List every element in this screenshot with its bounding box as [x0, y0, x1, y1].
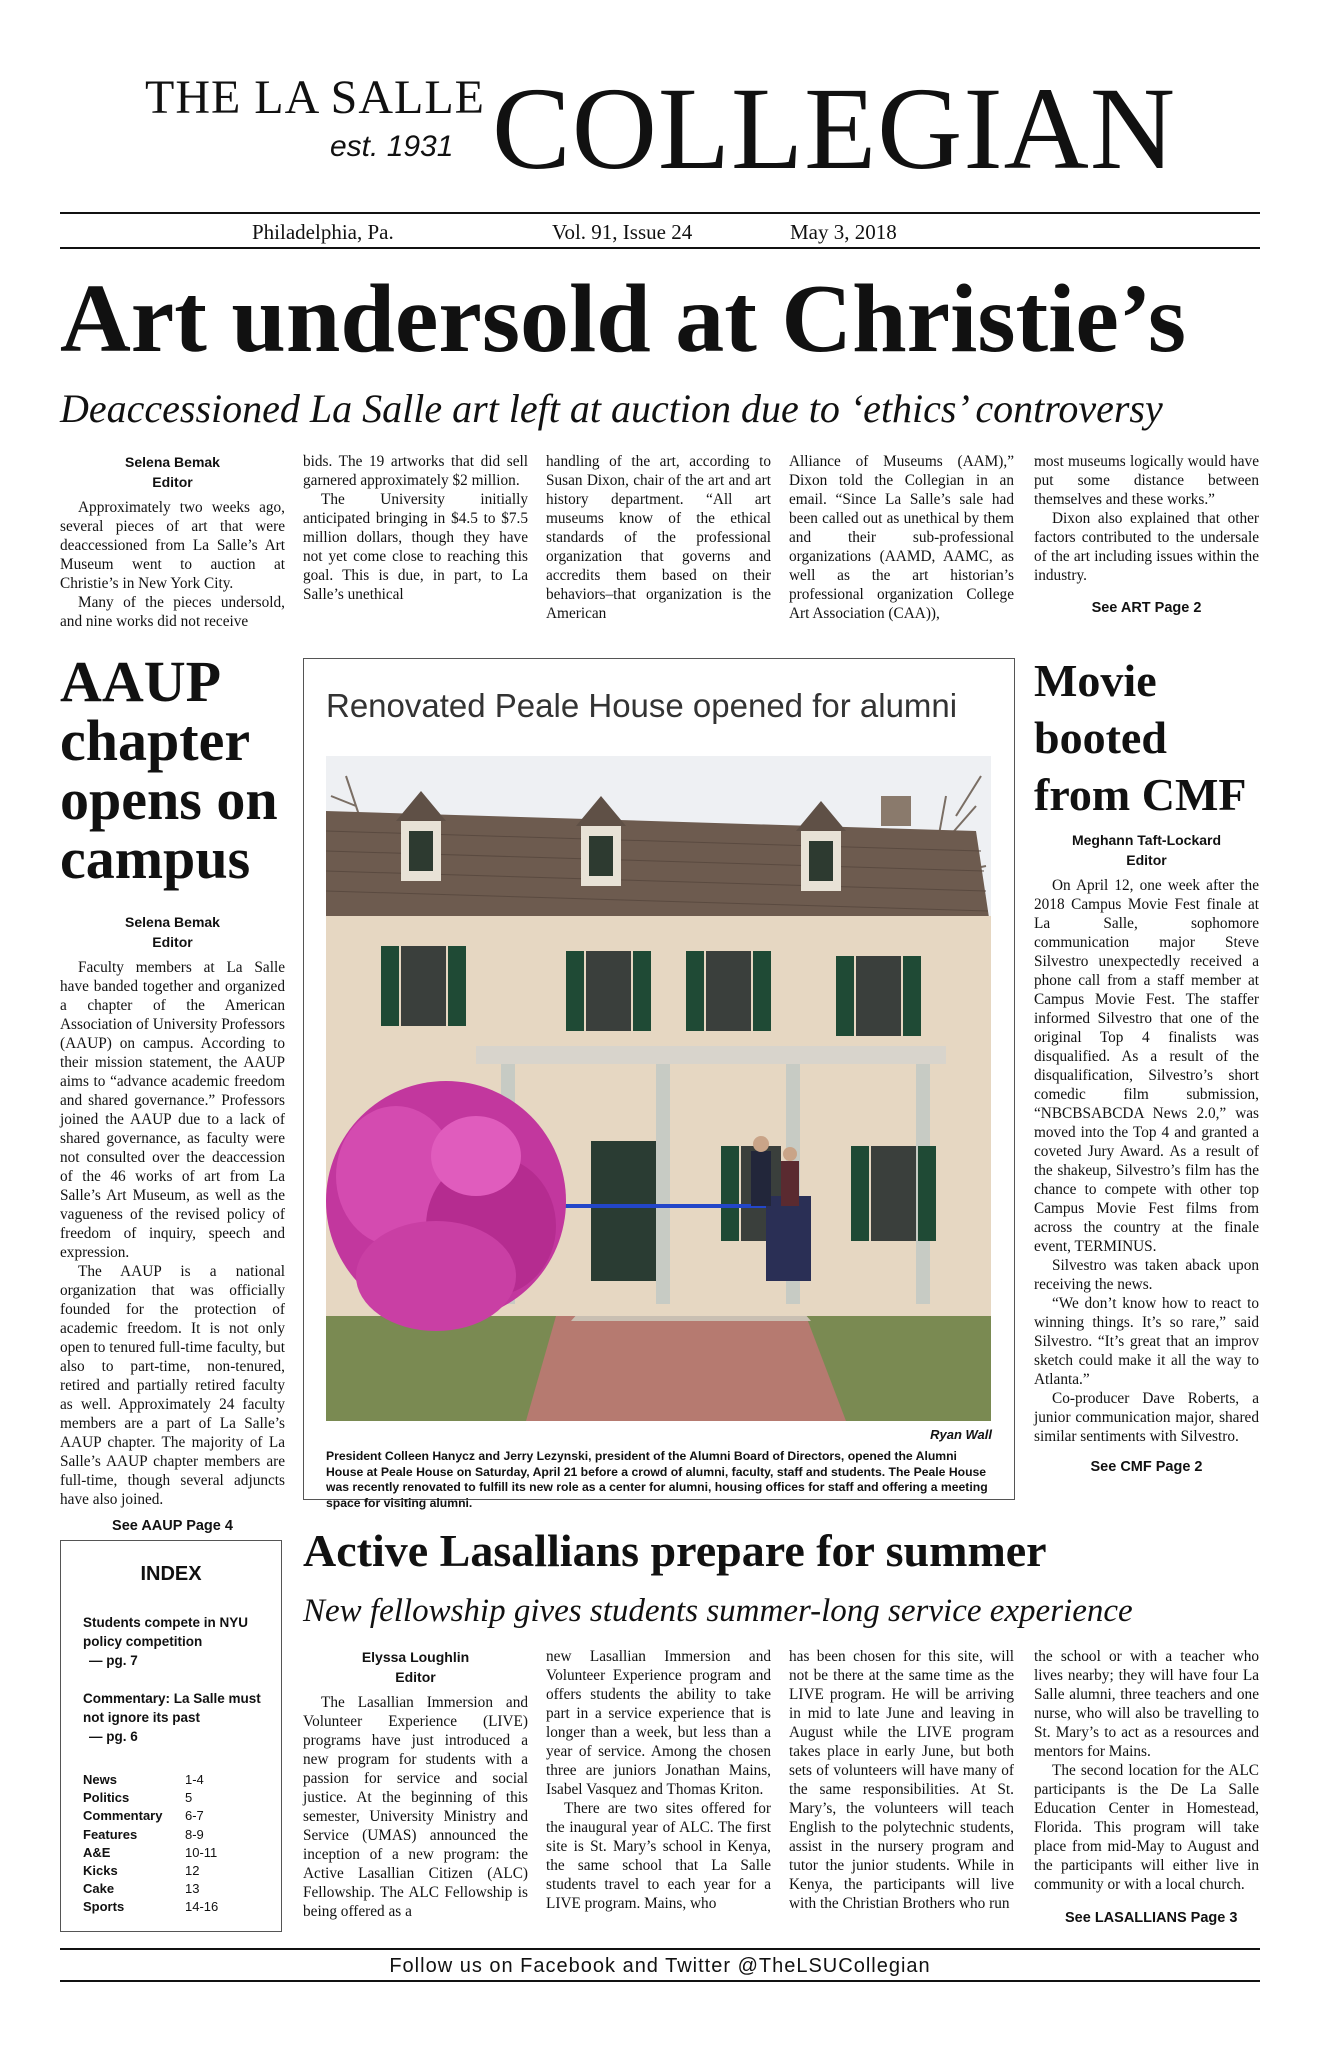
movie-paragraph-3: “We don’t know how to react to winning things. It’s so rare,” said Silvestro. “It’s great that an improv sketch could make it all the way to Atlanta.” [1034, 1295, 1259, 1388]
lead-byline-title: Editor [152, 474, 193, 490]
dateline-place: Philadelphia, Pa. [252, 220, 394, 244]
lasallians-column-1 [303, 1647, 528, 1921]
lead-byline [60, 452, 285, 492]
index-teaser-1[interactable] [83, 1613, 268, 1670]
lasallians-byline-title: Editor [395, 1669, 436, 1685]
index-teaser-2[interactable] [83, 1689, 268, 1746]
footer-rule-top [60, 1948, 1260, 1950]
masthead-rule-top [60, 212, 1260, 214]
lasallians-deck: New fellowship gives students summer-long service experience [303, 1593, 1133, 1629]
photo-speaker-2 [781, 1161, 799, 1206]
index-section-name: Kicks [83, 1863, 118, 1879]
aaup-paragraph-1: Faculty members at La Salle have banded together and organized a chapter of the American Association of University Professors (AAUP) on campus. According to their mission statement, the AAUP aims to “advance academic freedom and shared governance.” Professors joined the AAUP due to a lack of shared governance, as faculty were not consulted over the deaccession of the 46 works of art from La Salle’s Art Museum, as well as the vagueness of the revised policy of freedom of inquiry, speech and expression. [60, 959, 285, 1261]
lead-col2-paragraph-2: The University initially anticipated bringing in $4.5 to $7.5 million dollars, though they have not yet come close to reaching this goal. This is due, in part, to La Salle’s unethical [303, 491, 528, 603]
photo-upper-windows [381, 946, 921, 1036]
index-section-list [83, 1771, 268, 1917]
lead-column-3 [546, 452, 771, 623]
index-section-pages: 6-7 [185, 1808, 204, 1824]
lasallians-col4-paragraph-1: the school or with a teacher who lives nearby; they will have four La Salle alumni, three teachers and one nurse, who will also be travelling to St. Mary’s to act as a resources and mentors for Mains. [1034, 1648, 1259, 1760]
index-section-pages: 1-4 [185, 1772, 204, 1787]
lead-col5-paragraph-2: Dixon also explained that other factors contributed to the undersale of the art including issues within the industry. [1034, 510, 1259, 584]
aaup-jump-link[interactable]: See AAUP Page 4 [112, 1518, 233, 1534]
aaup-paragraph-2: The AAUP is a national organization that was officially founded for the protection of academic freedom. It is not only open to tenured full-time faculty, but also to part-time, non-tenured, retired and partially retired faculty as well. Approximately 24 faculty members are a part of La Salle’s AAUP chapter. The majority of La Salle’s AAUP chapter members are full-time, though several adjuncts have also joined. [60, 1263, 285, 1508]
aaup-headline-line-1: AAUP [60, 649, 222, 714]
lead-col5-paragraph-1: most museums logically would have put some distance between themselves and these works.” [1034, 453, 1259, 508]
index-teaser-2-page: — pg. 6 [89, 1729, 138, 1744]
aaup-headline-line-3: opens on [60, 767, 278, 832]
movie-body [1034, 830, 1259, 1477]
lasallians-column-4 [1034, 1647, 1259, 1894]
photo-speaker-2-head [783, 1147, 797, 1161]
lasallians-column-2 [546, 1647, 771, 1913]
aaup-headline [60, 649, 278, 891]
aaup-headline-line-4: campus [60, 826, 251, 891]
index-section-pages: 8-9 [185, 1826, 204, 1842]
index-section-name: Politics [83, 1790, 130, 1806]
movie-headline-line-3: from CMF [1034, 769, 1247, 820]
photo-box [303, 658, 1015, 1510]
lasallians-column-3 [789, 1647, 1014, 1913]
movie-headline-line-1: Movie [1034, 655, 1157, 706]
index-section-name: Features [83, 1826, 138, 1842]
index-section-row[interactable] [83, 1898, 268, 1916]
aaup-headline-line-2: chapter [60, 708, 251, 773]
aaup-byline-name: Selena Bemak [125, 914, 220, 930]
movie-paragraph-4: Co-producer Dave Roberts, a junior communication major, shared similar sentiments with Silvestro. [1034, 1390, 1259, 1445]
index-section-row[interactable] [83, 1807, 268, 1825]
photo-speaker-1 [751, 1151, 771, 1206]
dateline-volume: Vol. 91, Issue 24 [552, 220, 693, 244]
lasallians-byline-name: Elyssa Loughlin [361, 1649, 470, 1665]
photo-caption: President Colleen Hanycz and Jerry Lezynski, president of the Alumni Board of Directors, opened the Alumni House at Peale House on Saturday, April 21 before a crowd of alumni, faculty, staff and students. The Peale House was recently renovated to fulfill its new role as a center for alumni, housing offices for staff and offering a meeting space for visiting alumni. [326, 1449, 988, 1510]
index-section-row[interactable] [83, 1862, 268, 1880]
lead-col2-paragraph-1: bids. The 19 artworks that did sell garnered approximately $2 million. [303, 453, 528, 489]
photo-walkway [526, 1316, 846, 1421]
lead-col4-paragraph: Alliance of Museums (AAM),” Dixon told the Collegian in an email. “Since La Salle’s sale had been called out as unethical by them and their sub-professional organizations (AAMD, AAMC, as well as the art historian’s professional organization College Art Association (CAA)), [789, 453, 1014, 622]
photo-title: Renovated Peale House opened for alumni [326, 687, 958, 724]
index-section-row[interactable] [83, 1826, 268, 1844]
photo-front-door [591, 1141, 656, 1281]
index-teaser-1-text: Students compete in NYU policy competition [83, 1615, 249, 1649]
photo-credit: Ryan Wall [930, 1427, 992, 1442]
index-section-pages: 14-16 [185, 1899, 219, 1915]
peale-house-photo [326, 756, 991, 1421]
footer-social-text[interactable]: Follow us on Facebook and Twitter @TheLSUCollegian [389, 1955, 931, 1977]
masthead-line1: THE LA SALLE [145, 71, 485, 124]
lead-column-2 [303, 452, 528, 604]
photo-podium [766, 1196, 811, 1281]
lead-col1-paragraph-2: Many of the pieces undersold, and nine works did not receive [60, 594, 285, 630]
index-section-name: Cake [83, 1881, 115, 1897]
movie-jump-link[interactable]: See CMF Page 2 [1090, 1459, 1203, 1475]
movie-headline [1034, 652, 1246, 823]
aaup-byline [60, 912, 285, 952]
lead-headline: Art undersold at Christie’s [60, 265, 1187, 373]
movie-byline [1034, 830, 1259, 870]
index-teaser-2-text: Commentary: La Salle must not ignore its past [83, 1691, 261, 1725]
movie-paragraph-1: On April 12, one week after the 2018 Campus Movie Fest finale at La Salle, sophomore communication major Steve Silvestro unexpectedly received a phone call from a staff member at Campus Movie Fest. The staffer informed Silvestro that one of the original Top 4 finalists was disqualified. As a result of the disqualification, Silvestro’s short comedic film submission, “NBCBSABCDA News 2.0,” was moved into the Top 4 and granted a coveted Jury Award. As a result of the shakeup, Silvestro’s film has the chance to compete with other top Campus Movie Fest films from across the country at the finale event, TERMINUS. [1034, 877, 1259, 1255]
index-teaser-1-page: — pg. 7 [89, 1653, 138, 1668]
index-section-pages: 5 [185, 1790, 193, 1806]
index-box [60, 1540, 282, 1932]
index-section-pages: 10-11 [185, 1844, 218, 1860]
dateline-date: May 3, 2018 [790, 220, 897, 244]
lead-byline-name: Selena Bemak [125, 454, 220, 470]
index-section-row[interactable] [83, 1771, 268, 1789]
index-section-row[interactable] [83, 1880, 268, 1898]
index-section-name: Sports [83, 1899, 125, 1915]
photo-speaker-1-head [753, 1136, 769, 1152]
aaup-body [60, 912, 285, 1536]
lasallians-col4-paragraph-2: The second location for the ALC participants is the De La Salle Education Center in Homestead, Florida. This program will take place from mid-May to August and the participants will either live in community or with a local church. [1034, 1762, 1259, 1893]
photo-chimney [881, 796, 911, 826]
footer-rule-bottom [60, 1980, 1260, 1982]
lasallians-col1-paragraph: The Lasallian Immersion and Volunteer Experience (LIVE) programs have just introduced a new program for students with a passion for service and social justice. At the beginning of this semester, University Ministry and Service (UMAS) announced the inception of a new program: the Active Lasallian Citizen (ALC) Fellowship. The ALC Fellowship is being offered as a [303, 1694, 528, 1920]
index-section-pages: 13 [185, 1881, 200, 1897]
masthead-title: COLLEGIAN [492, 63, 1177, 194]
index-title: INDEX [140, 1563, 202, 1585]
lasallians-col3-paragraph: has been chosen for this site, will not be there at the same time as the LIVE program. He will be arriving in mid to late June and leaving in August while the LIVE program takes place in early June, but both sets of volunteers will have many of the same responsibilities. At St. Mary’s, the volunteers will teach English to the polytechnic students, assist in the nursery program and tutor the junior students. While in Kenya, the participants will live with the Christian Brothers who run [789, 1648, 1014, 1912]
movie-byline-title: Editor [1126, 852, 1167, 868]
lasallians-byline [303, 1647, 528, 1687]
index-section-name: News [83, 1772, 117, 1787]
lasallians-col2-paragraph-2: There are two sites offered for the inaugural year of ALC. The first site is St. Mary’s school in Kenya, the same school that La Salle students travel to each year for a LIVE program. Mains, who [546, 1800, 771, 1912]
masthead-rule-bottom [60, 247, 1260, 249]
lead-column-1 [60, 452, 285, 631]
masthead-established: est. 1931 [330, 130, 454, 163]
lead-column-4 [789, 452, 1014, 623]
lead-column-5 [1034, 452, 1259, 618]
lead-col1-paragraph-1: Approximately two weeks ago, several pieces of art that were deaccessioned from La Salle’s Art Museum went to auction at Christie’s in New York City. [60, 499, 285, 592]
lead-col3-paragraph: handling of the art, according to Susan Dixon, chair of the art and art history department. “All art museums know of the ethical standards of the professional organization that governs and accredits them based on their behaviors–that organization is the American [546, 453, 771, 622]
movie-headline-line-2: booted [1034, 712, 1167, 763]
index-section-name: Commentary [83, 1808, 163, 1824]
index-section-row[interactable] [83, 1789, 268, 1807]
movie-paragraph-2: Silvestro was taken aback upon receiving the news. [1034, 1257, 1259, 1293]
lead-deck: Deaccessioned La Salle art left at auction due to ‘ethics’ controversy [60, 386, 1163, 431]
index-section-name: A&E [83, 1844, 111, 1860]
aaup-byline-title: Editor [152, 934, 193, 950]
lasallians-headline: Active Lasallians prepare for summer [303, 1525, 1047, 1576]
lasallians-jump-link[interactable]: See LASALLIANS Page 3 [1065, 1910, 1238, 1926]
index-section-pages: 12 [185, 1863, 200, 1879]
photo-porch-roof [476, 1046, 946, 1064]
lasallians-col2-paragraph-1: new Lasallian Immersion and Volunteer Experience program and offers students the ability to take part in a service experience that is longer than a week, but less than a year of service. Among the chosen three are juniors Jonathan Mains, Isabel Vasquez and Thomas Kriton. [546, 1648, 771, 1798]
index-section-row[interactable] [83, 1844, 268, 1862]
movie-byline-name: Meghann Taft-Lockard [1071, 832, 1222, 848]
lead-jump-link[interactable]: See ART Page 2 [1091, 600, 1202, 616]
